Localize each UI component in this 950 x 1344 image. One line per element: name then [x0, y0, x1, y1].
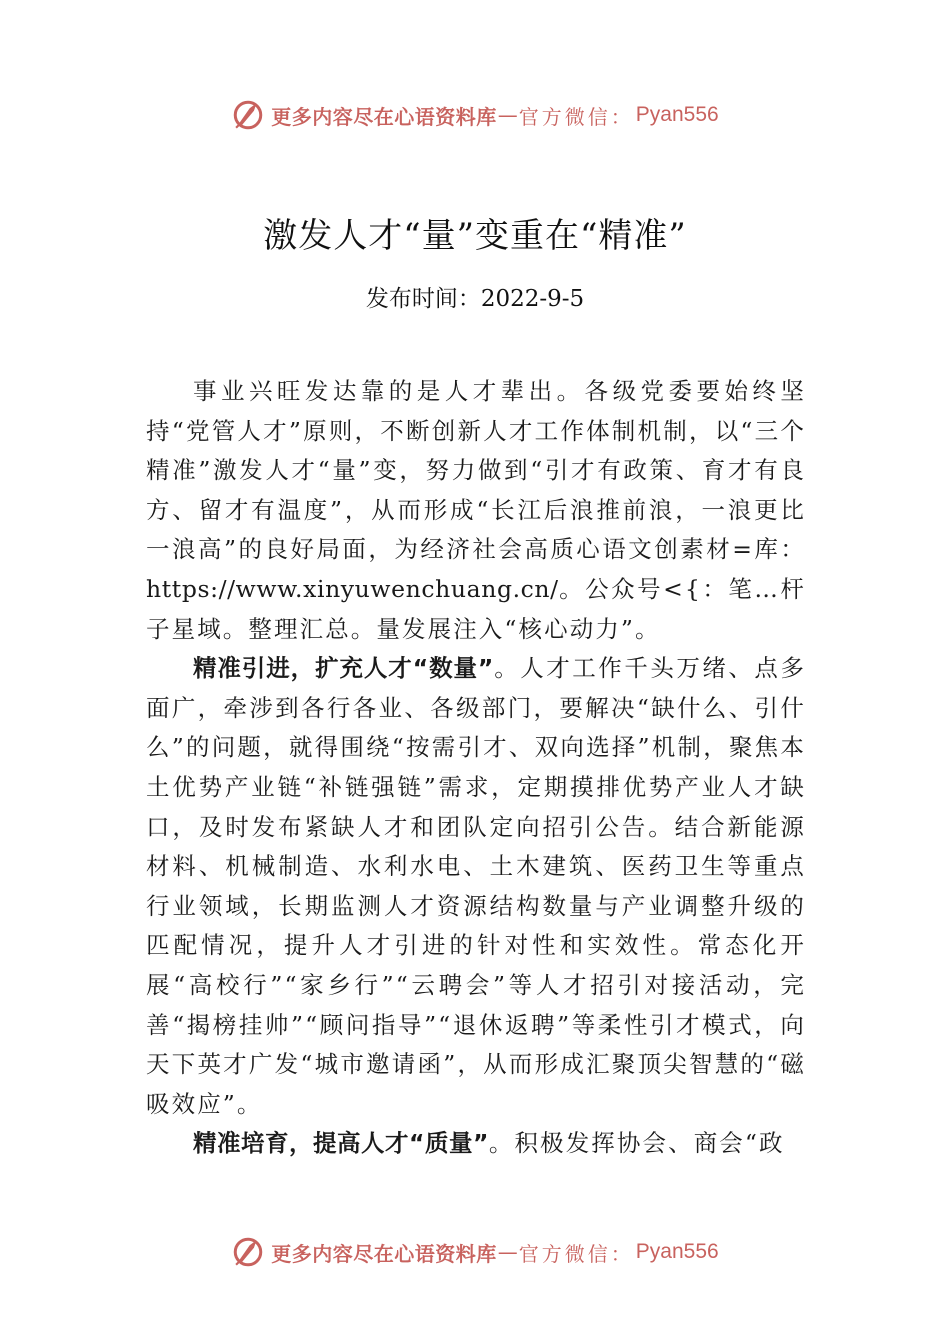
footer-banner	[0, 1232, 950, 1272]
pen-logo-icon	[231, 1235, 265, 1269]
intro-text-1: 事业兴旺发达靠的是人才辈出。各级党委要始终坚持“党管人才”原则，不断创新人才工作体制机制，以“三个精准”激发人才“量”变，努力做到“引才有政策、育才有良方、留才有温度”，从而形成“长江后浪推前浪，一浪更比一浪高”的良好局面，为经济社会高质心语文创素材=库：	[146, 377, 806, 564]
banner-text: 更多内容尽在心语资料库	[271, 104, 497, 129]
header-banner	[0, 95, 950, 135]
publish-date: 发布时间：2022-9-5	[365, 286, 585, 312]
section1-heading: 精准引进，扩充人才“数量”	[193, 654, 494, 683]
banner-separator: —	[497, 103, 518, 127]
footer-banner-separator: —	[497, 1240, 518, 1264]
intro-url: https://www.xinyuwenchuang.cn/	[146, 574, 559, 603]
banner-wechat-label: 官方微信：	[518, 104, 634, 129]
footer-banner-text: 更多内容尽在心语资料库	[271, 1241, 497, 1266]
section1-paragraph	[146, 649, 806, 1124]
intro-text-2: 。公众号<{：笔…杆子星域。整理汇总。量发展注入“核心动力”。	[146, 574, 806, 643]
section2-paragraph	[146, 1124, 806, 1164]
footer-banner-wechat-label: 官方微信：	[518, 1241, 634, 1266]
article-title: 激发人才“量”变重在“精准”	[263, 216, 687, 256]
pen-logo-icon	[231, 98, 265, 132]
section1-text: 。人才工作千头万绪、点多面广，牵涉到各行各业、各级部门，要解决“缺什么、引什么”的问题，就得围绕“按需引才、双向选择”机制，聚焦本土优势产业链“补链强链”需求，定期摸排优势产业人才缺口，及时发布紧缺人才和团队定向招引公告。结合新能源材料、机械制造、水利水电、土木建筑、医药卫生等重点行业领域，长期监测人才资源结构数量与产业调整升级的匹配情况，提升人才引进的针对性和实效性。常态化开展“高校行”“家乡行”“云聘会”等人才招引对接活动，完善“揭榜挂帅”“顾问指导”“退休返聘”等柔性引才模式，向天下英才广发“城市邀请函”，从而形成汇聚顶尖智慧的“磁 吸效应”。	[146, 654, 806, 1118]
section2-text: 。积极发挥协会、商会“政	[488, 1129, 785, 1158]
footer-banner-wechat-id: Pyan556	[635, 1240, 719, 1263]
intro-paragraph	[146, 372, 806, 649]
section2-heading: 精准培育，提高人才“质量”	[193, 1129, 489, 1158]
banner-wechat-id: Pyan556	[635, 103, 719, 126]
article-body	[146, 372, 806, 1164]
